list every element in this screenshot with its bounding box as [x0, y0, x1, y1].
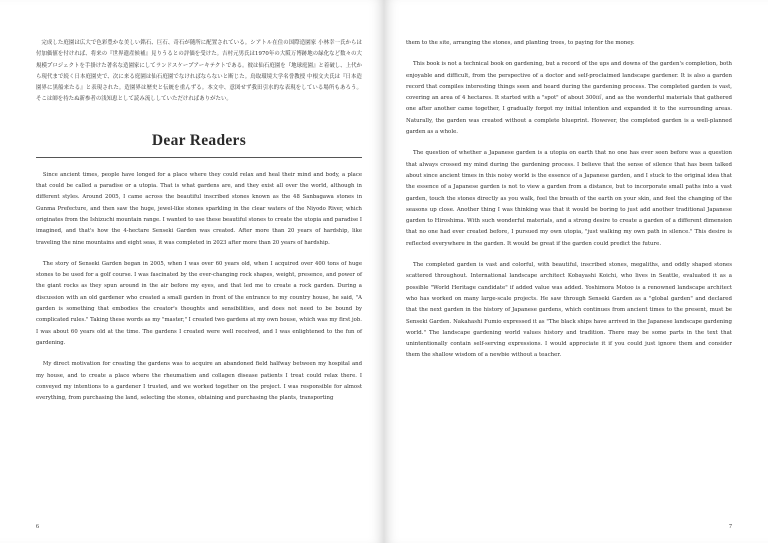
heading-rule [36, 157, 362, 158]
body-paragraph: Since ancient times, people have longed for a place where they could relax and heal their mind and body, a place that could be called a paradise or a utopia. That is what gardens are, and they exist all over the world, although in different styles. Around 2005, I came across the beautiful inscribed stones known as the 48 Sanbagawa stones in Gunma Prefecture, and then saw the huge, jewel-like stones sparkling in the clear waters of the Niyodo River, which originates from the Ishizuchi mountain range. I wanted to use these beautiful stones to create the utopia and paradise I imagined, and that's how the 4-hectare Senseki Garden was created. After more than 20 years of hardship, like traveling the nine mountains and eight seas, it was completed in 2023 after more than 20 years of hardship. [36, 171, 362, 246]
page-number: 6 [36, 524, 39, 530]
body-paragraph: This book is not a technical book on gardening, but a record of the ups and downs of the garden's completion, both enjoyable and difficult, from the perspective of a doctor and self-proclaimed landscape gardener. It is also a garden record that compiles interesting things seen and heard during the gardening process. The completed garden is vast, covering an area of 4 hectares. It started with a "spot" of about 300㎡, and as the wonderful materials that gathered one after another came together, I gradually forgot my initial intention and expanded it to the surrounding areas. Naturally, the garden was created without a complete blueprint. However, the completed garden is a well-planned garden as a whole. [406, 61, 732, 136]
japanese-paragraph: 完成した庭園は広大で色彩豊かな美しい銘石、巨石、奇石が随所に配置されている。シアトル在住の国際造園家 小林幸一氏からは付加価値を付ければ、将来の『世界遺産候補』見りうるとの評価を受けた。吉村元男氏は1970年の大阪万博跡地の緑化など数々の大規模プロジェクトを手掛けた著名な造園家にしてランドスケープアーキテクトである。彼は仙石庭園を『地球庭園』と着破し、上代から現代まで続く日本庭園史で、次に来る庭園は仙石庭園でなければならないと断じた。鳥取環境大学名誉教授 中根文夫氏は『日本造園界に黒船来たる』と表現された。造園界は歴史と伝統を重んずる。本文中、意図せず我田引水的な表現をしている場所もあろう。そこは師を持たぬ新参者の浅知恵として読み流ししていただければありがたい。 [36, 40, 362, 103]
right-page [384, 0, 768, 543]
page-number: 7 [729, 524, 732, 530]
body-paragraph: The story of Senseki Garden began in 2005, when I was over 60 years old, when I acquired over 400 tons of huge stones to be used for a golf course. I was fascinated by the ever-changing rock shapes, weight, presence, and power of the giant rocks as they spun around in the air before my eyes, and that led me to create a rock garden. During a discussion with an old gardener who created a small garden in front of the entrance to my country house, he said, "A garden is something that embodies the creator's thoughts and sensibilities, and does not need to be bound by complicated rules." Taking these words as my "master," I created two gardens at my own house, which was my first job. I was about 60 years old at the time. The gardens I created were well received, and I was enlightened to the fun of gardening. [36, 260, 362, 346]
body-paragraph: My direct motivation for creating the gardens was to acquire an abandoned field halfway between my hospital and my house, and to create a place where the rheumatism and collagen disease patients I treat could relax there. I conveyed my intentions to a gardener I trusted, and we worked together on the project. I was responsible for almost everything, from purchasing the land, selecting the stones, obtaining and purchasing the plants, transporting [36, 361, 362, 402]
body-paragraph: them to the site, arranging the stones, and planting trees, to paying for the money. [406, 40, 635, 46]
body-paragraph: The question of whether a Japanese garden is a utopia on earth that no one has ever seen before was a question that always crossed my mind during the gardening process. I believe that the sense of silence that has been talked about since ancient times in this noisy world is the essence of a Japanese garden, and I stuck to the original idea that the essence of a Japanese garden is not to view a garden from a distance, but to incorporate small paths into a vast garden, touch the stones directly as you walk, feel the breath of the earth on your skin, and feel the changing of the seasons up close. Another thing I was thinking was that it would be boring to just add another traditional Japanese garden to Hiroshima. With such wonderful materials, and a strong desire to create a garden of a different dimension that no one had ever created before, I pursued my own utopia, "just walking my own path in silence." This desire is reflected everywhere in the garden. It would be great if the garden could predict the future. [406, 150, 732, 247]
body-paragraph: The completed garden is vast and colorful, with beautiful, inscribed stones, megaliths, and oddly shaped stones scattered throughout. International landscape architect Kobayashi Koichi, who lives in Seattle, evaluated it as a possible "World Heritage candidate" if added value was added. Yoshimora Motoo is a renowned landscape architect who has worked on many large-scale projects. He saw through Senseki Garden as a "global garden" and declared that the next garden in the history of Japanese gardens, which continues from ancient times to the present, must be Senseki Garden. Nakahashi Fumio expressed it as "The black ships have arrived in the Japanese landscape gardening world." The landscape gardening world values history and tradition. There may be some parts in the text that unintentionally contain self-serving expressions. I would appreciate it if you could just ignore them and consider them the shallow wisdom of a newbie without a teacher. [406, 262, 732, 359]
section-heading: Dear Readers [151, 131, 247, 149]
